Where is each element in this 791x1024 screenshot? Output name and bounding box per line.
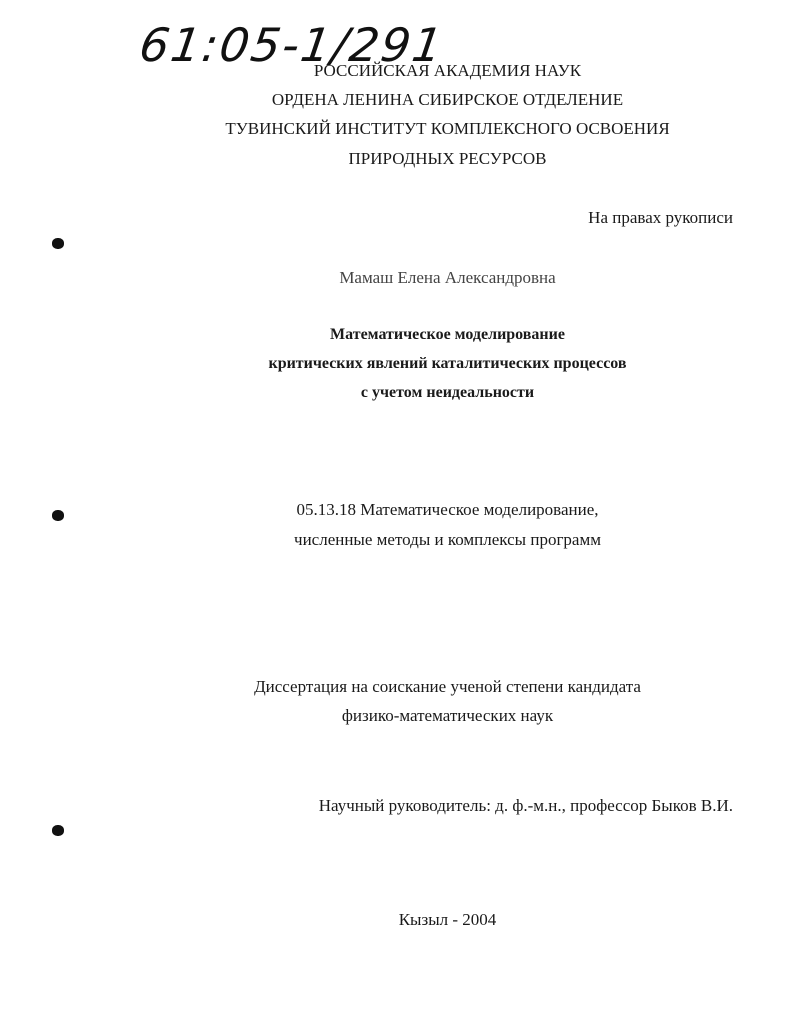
manuscript-rights: На правах рукописи: [588, 208, 733, 227]
advisor: Научный руководитель: д. ф.-м.н., профессор Быков В.И.: [318, 796, 733, 815]
binding-hole-mark-icon: [52, 825, 64, 836]
title-line-1: Математическое моделирование: [330, 326, 565, 343]
header-line-2: ОРДЕНА ЛЕНИНА СИБИРСКОЕ ОТДЕЛЕНИЕ: [271, 90, 624, 109]
title-line-3: с учетом неидеальности: [360, 384, 535, 401]
header-line-1: РОССИЙСКАЯ АКАДЕМИЯ НАУК: [313, 61, 582, 80]
author-name: Мамаш Елена Александровна: [339, 268, 556, 287]
specialty-line-2: численные методы и комплексы программ: [294, 530, 601, 549]
title-line-2: критических явлений каталитических процессов: [268, 355, 627, 372]
specialty-line-1: 05.13.18 Математическое моделирование,: [296, 500, 599, 519]
place-year: Кызыл - 2004: [398, 910, 497, 929]
handwritten-archive-number: 61:05-1/291: [136, 18, 448, 72]
degree-line-1: Диссертация на соискание ученой степени кандидата: [254, 677, 641, 696]
binding-hole-mark-icon: [52, 238, 64, 249]
header-line-3: ТУВИНСКИЙ ИНСТИТУТ КОМПЛЕКСНОГО ОСВОЕНИЯ: [225, 119, 670, 138]
binding-hole-mark-icon: [52, 510, 64, 521]
header-line-4: ПРИРОДНЫХ РЕСУРСОВ: [348, 149, 547, 168]
degree-line-2: физико-математических наук: [341, 706, 554, 725]
